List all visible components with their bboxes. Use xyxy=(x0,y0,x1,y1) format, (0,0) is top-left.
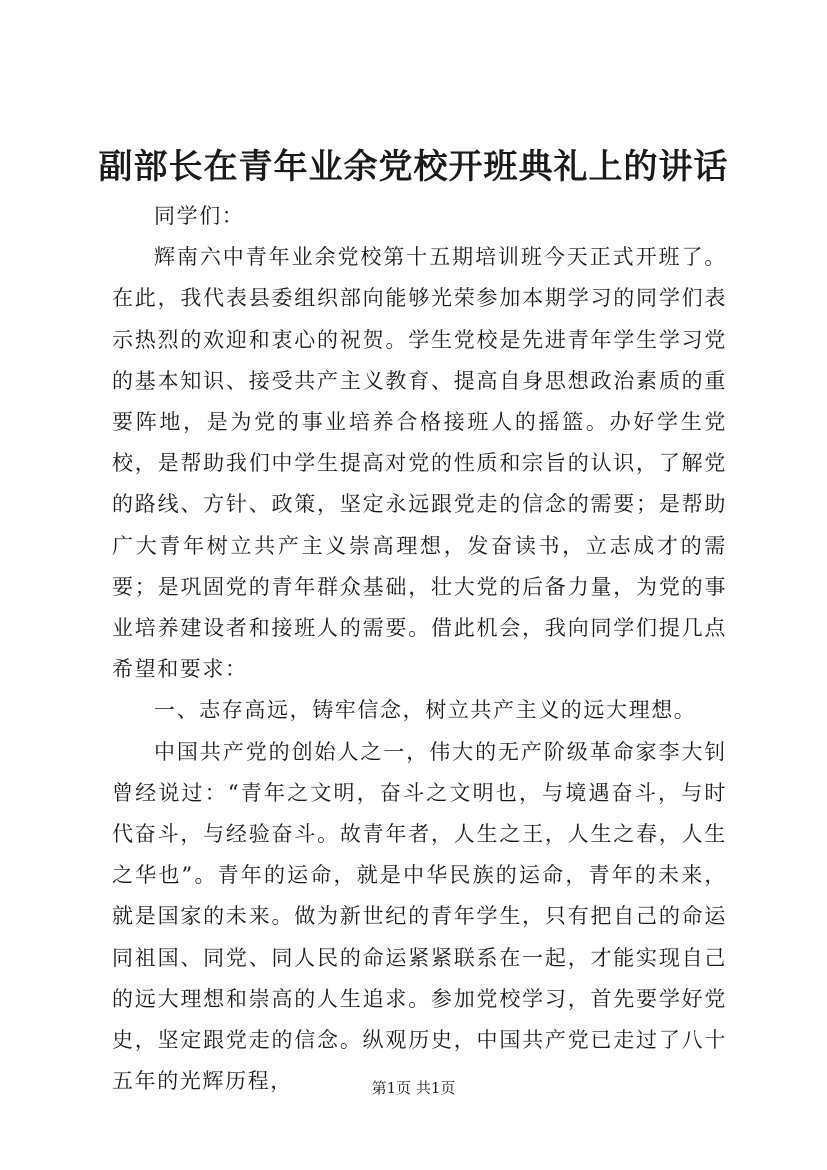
opening-paragraph: 辉南六中青年业余党校第十五期培训班今天正式开班了。在此，我代表县委组织部向能够光荣参加本期学习的同学们表示热烈的欢迎和衷心的祝贺。学生党校是先进青年学生学习党的基本知识、接受共产主义教育、提高自身思想政治素质的重要阵地，是为党的事业培养合格接班人的摇篮。办好学生党校，是帮助我们中学生提高对党的性质和宗旨的认识，了解党的路线、方针、政策，坚定永远跟党走的信念的需要；是帮助广大青年树立共产主义崇高理想，发奋读书，立志成才的需要；是巩固党的青年群众基础，壮大党的后备力量，为党的事业培养建设者和接班人的需要。借此机会，我向同学们提几点希望和要求： xyxy=(112,245,727,682)
section-heading-paragraph: 一、志存高远，铸牢信念，树立共产主义的远大理想。 xyxy=(154,698,697,723)
page-title: 副部长在青年业余党校开班典礼上的讲话 xyxy=(98,147,729,187)
page-number-footer: 第1页 共1页 xyxy=(371,1079,456,1097)
document-body xyxy=(112,196,727,1102)
body-paragraph: 中国共产党的创始人之一，伟大的无产阶级革命家李大钊曾经说过：“青年之文明，奋斗之文明也，与境遇奋斗，与时代奋斗，与经验奋斗。故青年者，人生之王，人生之春，人生之华也”。青年的运命，就是中华民族的运命，青年的未来，就是国家的未来。做为新世纪的青年学生，只有把自己的命运同祖国、同党、同人民的命运紧紧联系在一起，才能实现自己的远大理想和崇高的人生追求。参加党校学习，首先要学好党史，坚定跟党走的信念。纵观历史，中国共产党已走过了八十五年的光辉历程， xyxy=(112,739,727,1094)
greeting-paragraph: 同学们： xyxy=(154,204,245,228)
